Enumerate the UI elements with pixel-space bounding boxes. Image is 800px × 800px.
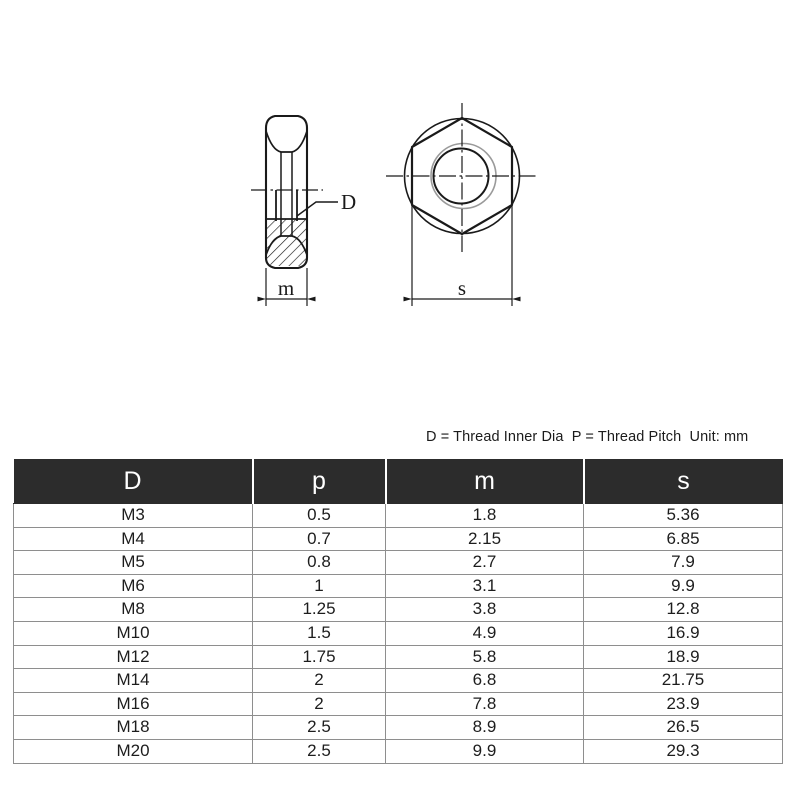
cell-m: 3.8: [386, 598, 584, 622]
cell-m: 4.9: [386, 621, 584, 645]
cell-d: M8: [14, 598, 253, 622]
table-row: [14, 739, 783, 763]
cell-m: 5.8: [386, 645, 584, 669]
cell-m: 9.9: [386, 739, 584, 763]
cell-s: 21.75: [584, 669, 783, 693]
across-flats-dimension-label: s: [457, 276, 467, 300]
cell-d: M20: [14, 739, 253, 763]
cell-m: 8.9: [386, 716, 584, 740]
table-header-row: [14, 460, 783, 504]
cell-m: 2.15: [386, 527, 584, 551]
table-row: [14, 692, 783, 716]
cell-m: 6.8: [386, 669, 584, 693]
cell-d: M4: [14, 527, 253, 551]
cell-d: M3: [14, 504, 253, 528]
cell-p: 1.75: [253, 645, 386, 669]
cell-s: 23.9: [584, 692, 783, 716]
cell-s: 16.9: [584, 621, 783, 645]
cell-p: 0.7: [253, 527, 386, 551]
cell-s: 26.5: [584, 716, 783, 740]
hex-nut-spec-table: [13, 459, 783, 764]
cell-d: M5: [14, 551, 253, 575]
cell-p: 2: [253, 669, 386, 693]
cell-d: M14: [14, 669, 253, 693]
hex-nut-front-view: [386, 103, 539, 306]
cell-p: 1.5: [253, 621, 386, 645]
cell-s: 29.3: [584, 739, 783, 763]
cell-d: M18: [14, 716, 253, 740]
column-header-s: s: [584, 460, 783, 504]
spec-table-body: [14, 504, 783, 764]
cell-d: M10: [14, 621, 253, 645]
cell-s: 9.9: [584, 574, 783, 598]
hex-nut-side-section-view: [251, 116, 356, 306]
table-row: [14, 598, 783, 622]
cell-d: M16: [14, 692, 253, 716]
cell-p: 2: [253, 692, 386, 716]
bore-diameter-label: D: [341, 190, 357, 214]
cell-m: 7.8: [386, 692, 584, 716]
spec-table-head: [14, 460, 783, 504]
cell-s: 7.9: [584, 551, 783, 575]
column-header-d: D: [14, 460, 253, 504]
cell-p: 1.25: [253, 598, 386, 622]
cell-p: 1: [253, 574, 386, 598]
cell-m: 2.7: [386, 551, 584, 575]
legend-note: D = Thread Inner Dia P = Thread Pitch Unit: mm: [426, 429, 749, 445]
cell-p: 0.5: [253, 504, 386, 528]
column-header-p: p: [253, 460, 386, 504]
cell-d: M6: [14, 574, 253, 598]
cell-s: 12.8: [584, 598, 783, 622]
table-row: [14, 645, 783, 669]
table-row: [14, 716, 783, 740]
cell-s: 5.36: [584, 504, 783, 528]
cell-d: M12: [14, 645, 253, 669]
table-row: [14, 527, 783, 551]
thickness-dimension-label: m: [277, 276, 295, 300]
cell-m: 3.1: [386, 574, 584, 598]
cell-p: 0.8: [253, 551, 386, 575]
column-header-m: m: [386, 460, 584, 504]
table-row: [14, 621, 783, 645]
cell-p: 2.5: [253, 739, 386, 763]
cell-p: 2.5: [253, 716, 386, 740]
table-row: [14, 551, 783, 575]
table-row: [14, 574, 783, 598]
table-row: [14, 504, 783, 528]
spec-table-container: [13, 459, 782, 764]
cell-s: 6.85: [584, 527, 783, 551]
table-row: [14, 669, 783, 693]
cell-m: 1.8: [386, 504, 584, 528]
cell-s: 18.9: [584, 645, 783, 669]
